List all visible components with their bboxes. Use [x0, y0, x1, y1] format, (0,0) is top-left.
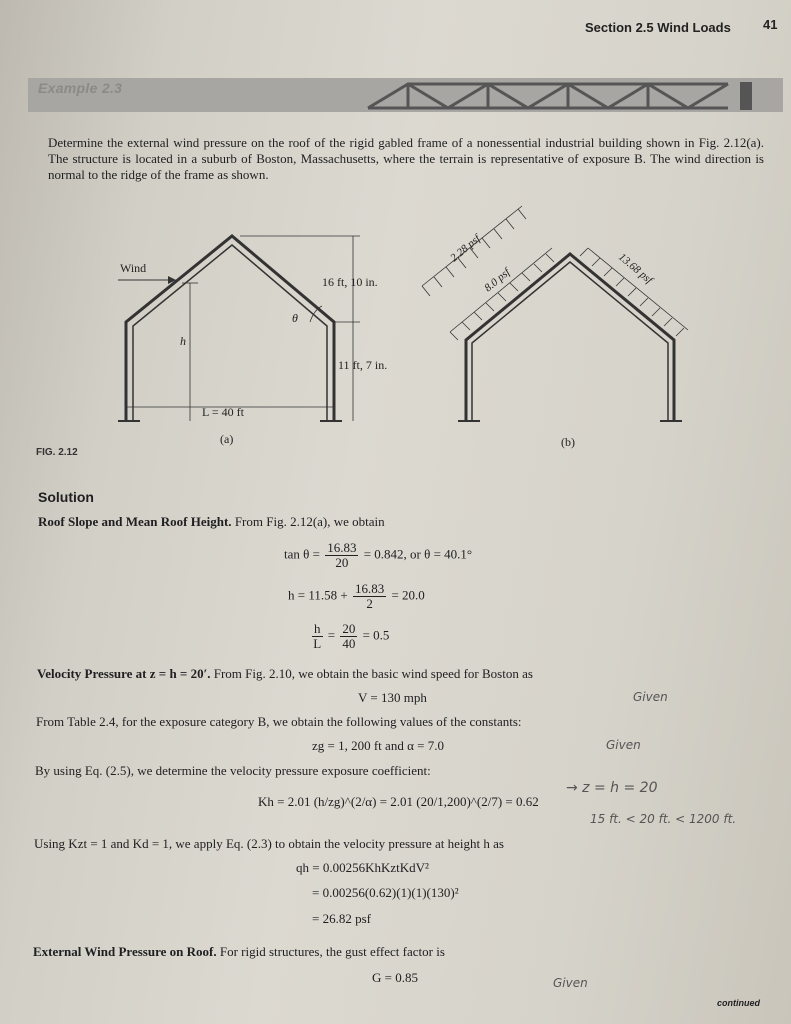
external-text: For rigid structures, the gust effect factor is — [219, 944, 445, 959]
roof-text: From Fig. 2.12(a), we obtain — [234, 514, 385, 529]
example-label: Example 2.3 — [38, 80, 123, 96]
eq-h-frac — [353, 582, 386, 611]
eq-h-over-l — [310, 622, 389, 651]
eq-qh2: = 0.00256(0.62)(1)(1)(130)² — [312, 885, 459, 900]
eq-tan-num: 16.83 — [327, 540, 357, 555]
velocity-paragraph — [37, 666, 533, 682]
eq-hl-frac1 — [312, 622, 323, 651]
handwritten-note-given-2: Given — [606, 738, 641, 752]
handwritten-note-given-1: Given — [633, 690, 668, 704]
label-wind: Wind — [120, 261, 147, 275]
apply-paragraph: Using Kzt = 1 and Kd = 1, we apply Eq. (2.3) to obtain the velocity pressure at height h as — [34, 836, 504, 851]
external-paragraph — [33, 944, 445, 960]
label-p3: 13.68 psf — [616, 251, 655, 287]
eq-qh3: = 26.82 psf — [312, 911, 371, 926]
caption-a: (a) — [220, 432, 234, 446]
eq-tan-den: 20 — [335, 555, 349, 570]
label-p1: 2.28 psf — [448, 232, 483, 265]
eq-tan — [284, 541, 472, 570]
eq-qh1: qh = 0.00256KhKztKdV² — [296, 860, 429, 875]
page-number: 41 — [763, 17, 778, 32]
eq25-paragraph: By using Eq. (2.5), we determine the velocity pressure exposure coefficient: — [35, 763, 431, 778]
velocity-text: From Fig. 2.10, we obtain the basic wind speed for Boston as — [213, 666, 533, 681]
eq-hl-frac2 — [340, 622, 357, 651]
label-p2: 8.0 psf — [482, 266, 513, 295]
eq-v: V = 130 mph — [358, 690, 427, 705]
eq-hl-num1: h — [314, 621, 321, 636]
eq-h-lhs: h = 11.58 + — [288, 587, 348, 603]
figure-label: FIG. 2.12 — [36, 447, 78, 458]
roof-paragraph — [38, 514, 385, 530]
external-heading: External Wind Pressure on Roof. — [33, 944, 217, 959]
table-paragraph: From Table 2.4, for the exposure category B, we obtain the following values of the constants: — [36, 714, 522, 729]
running-header: Section 2.5 Wind Loads — [585, 20, 731, 35]
label-eave: 11 ft, 7 in. — [338, 358, 388, 372]
continued-label: continued — [717, 998, 760, 1008]
eq-h-num: 16.83 — [354, 581, 385, 596]
label-theta: θ — [292, 311, 298, 325]
example-banner — [28, 78, 783, 112]
label-rise: 16 ft, 10 in. — [322, 275, 378, 289]
eq-hl-rhs: = 0.5 — [362, 627, 390, 643]
eq-g: G = 0.85 — [372, 970, 418, 985]
eq-h-rhs: = 20.0 — [391, 587, 425, 603]
eq-hl-num2: 20 — [342, 621, 356, 636]
eq-hl-den2: 40 — [342, 636, 356, 651]
eq-hl-equals: = — [327, 627, 336, 643]
label-span: L = 40 ft — [202, 405, 244, 419]
handwritten-note-range: 15 ft. < 20 ft. < 1200 ft. — [590, 812, 737, 826]
eq-h-den: 2 — [366, 596, 373, 611]
eq-kh: Kh = 2.01 (h/zg)^(2/α) = 2.01 (20/1,200)^(2/7) = 0.62 — [258, 794, 539, 809]
solution-title: Solution — [38, 489, 94, 505]
caption-b: (b) — [561, 435, 575, 449]
eq-zg: zg = 1, 200 ft and α = 7.0 — [312, 738, 444, 753]
eq-hl-den1: L — [313, 636, 322, 651]
frame-a — [118, 236, 360, 421]
roof-heading: Roof Slope and Mean Roof Height. — [38, 514, 232, 529]
handwritten-note-given-3: Given — [553, 976, 588, 990]
problem-statement: Determine the external wind pressure on the roof of the rigid gabled frame of a nonessential industrial building shown in Fig. 2.12(a). The structure is located in a suburb of Boston, Massachusetts, where the terrain is representative of exposure B. The wind direction is normal to the ridge of the frame as shown. — [48, 135, 764, 182]
banner-truss-graphic — [28, 78, 783, 112]
eq-tan-frac — [325, 541, 358, 570]
eq-tan-rhs: = 0.842, or θ = 40.1° — [363, 546, 473, 562]
figure-2-12 — [0, 190, 791, 460]
label-h: h — [180, 334, 186, 348]
eq-h — [288, 582, 425, 611]
frame-b — [422, 206, 688, 421]
velocity-heading: Velocity Pressure at z = h = 20′. — [37, 666, 211, 681]
handwritten-note-z: → z = h = 20 — [566, 780, 658, 796]
eq-tan-lhs: tan θ = — [284, 546, 320, 562]
